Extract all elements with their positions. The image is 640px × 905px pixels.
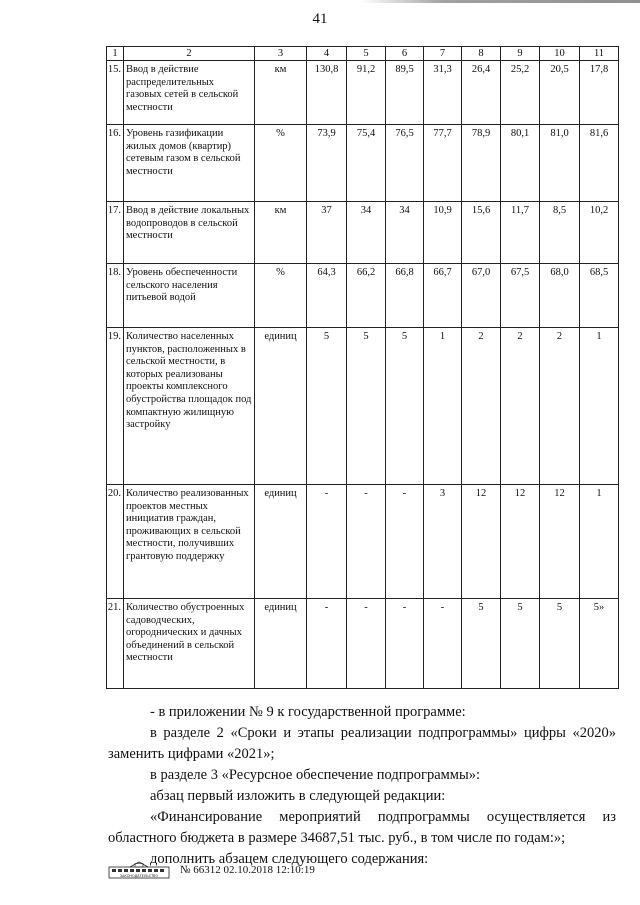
value-cell: 2 bbox=[462, 328, 501, 485]
unit-cell: км bbox=[255, 61, 307, 125]
unit-cell: % bbox=[255, 125, 307, 202]
header-cell: 6 bbox=[386, 47, 424, 61]
table-row bbox=[107, 328, 619, 485]
value-cell: 5» bbox=[580, 599, 619, 689]
header-cell: 4 bbox=[307, 47, 347, 61]
value-cell: 80,1 bbox=[501, 125, 540, 202]
value-cell: 66,8 bbox=[386, 264, 424, 328]
unit-cell: % bbox=[255, 264, 307, 328]
value-cell: 81,0 bbox=[540, 125, 580, 202]
document-footer bbox=[108, 861, 508, 881]
indicator-name: Уровень обеспеченности сельского населения питьевой водой bbox=[124, 264, 255, 328]
header-cell: 3 bbox=[255, 47, 307, 61]
value-cell: 5 bbox=[386, 328, 424, 485]
table-row bbox=[107, 599, 619, 689]
stamp-caption: ЗАКОНОДАТЕЛЬСТВО bbox=[119, 874, 159, 879]
header-cell: 10 bbox=[540, 47, 580, 61]
unit-cell: единиц bbox=[255, 328, 307, 485]
value-cell: 10,2 bbox=[580, 202, 619, 264]
indicator-name: Ввод в действие локальных водопроводов в сельской местности bbox=[124, 202, 255, 264]
value-cell: 68,0 bbox=[540, 264, 580, 328]
value-cell: - bbox=[307, 599, 347, 689]
value-cell: 20,5 bbox=[540, 61, 580, 125]
value-cell: 26,4 bbox=[462, 61, 501, 125]
row-number: 21. bbox=[107, 599, 124, 689]
value-cell: 31,3 bbox=[424, 61, 462, 125]
value-cell: 68,5 bbox=[580, 264, 619, 328]
value-cell: 75,4 bbox=[347, 125, 386, 202]
scan-edge-mark bbox=[360, 0, 640, 3]
value-cell: 64,3 bbox=[307, 264, 347, 328]
row-number: 15. bbox=[107, 61, 124, 125]
indicator-name: Уровень газификации жилых домов (квартир) сетевым газом в сельской местности bbox=[124, 125, 255, 202]
row-number: 18. bbox=[107, 264, 124, 328]
row-number: 16. bbox=[107, 125, 124, 202]
value-cell: 12 bbox=[501, 485, 540, 599]
paragraph-section2: в разделе 2 «Сроки и этапы реализации подпрограммы» цифры «2020» bbox=[150, 725, 616, 741]
value-cell: 8,5 bbox=[540, 202, 580, 264]
value-cell: - bbox=[307, 485, 347, 599]
paragraph-supplement: дополнить абзацем следующего содержания: bbox=[150, 851, 429, 867]
amendment-text bbox=[108, 702, 616, 870]
page-number: 41 bbox=[312, 11, 328, 27]
value-cell: - bbox=[386, 599, 424, 689]
header-cell: 8 bbox=[462, 47, 501, 61]
value-cell: - bbox=[424, 599, 462, 689]
value-cell: 91,2 bbox=[347, 61, 386, 125]
table-row bbox=[107, 264, 619, 328]
value-cell: 15,6 bbox=[462, 202, 501, 264]
table-row bbox=[107, 61, 619, 125]
row-number: 17. bbox=[107, 202, 124, 264]
paragraph-section3: в разделе 3 «Ресурсное обеспечение подпрограммы»: bbox=[150, 767, 481, 783]
value-cell: 34 bbox=[347, 202, 386, 264]
value-cell: 1 bbox=[580, 485, 619, 599]
indicator-name: Количество реализованных проектов местных инициатив граждан, проживающих в сельской местности, получивших грантовую поддержку bbox=[124, 485, 255, 599]
value-cell: 37 bbox=[307, 202, 347, 264]
unit-cell: единиц bbox=[255, 599, 307, 689]
value-cell: 34 bbox=[386, 202, 424, 264]
table-row bbox=[107, 485, 619, 599]
value-cell: 2 bbox=[540, 328, 580, 485]
indicator-name: Количество обустроенных садоводческих, огороднических и дачных объединений в сельской местности bbox=[124, 599, 255, 689]
value-cell: - bbox=[386, 485, 424, 599]
value-cell: 77,7 bbox=[424, 125, 462, 202]
row-number: 19. bbox=[107, 328, 124, 485]
value-cell: 130,8 bbox=[307, 61, 347, 125]
value-cell: 78,9 bbox=[462, 125, 501, 202]
value-cell: 1 bbox=[424, 328, 462, 485]
registration-number: № 66312 02.10.2018 12:10:19 bbox=[180, 864, 315, 876]
paragraph-first-abzac: абзац первый изложить в следующей редакции: bbox=[150, 788, 446, 804]
header-cell: 7 bbox=[424, 47, 462, 61]
value-cell: 66,2 bbox=[347, 264, 386, 328]
value-cell: 17,8 bbox=[580, 61, 619, 125]
unit-cell: единиц bbox=[255, 485, 307, 599]
table-row bbox=[107, 125, 619, 202]
indicator-name: Количество населенных пунктов, расположенных в сельской местности, в которых реализованы проекты комплексного обустройства площадок под компактную жилищную застройку bbox=[124, 328, 255, 485]
value-cell: 5 bbox=[540, 599, 580, 689]
value-cell: 73,9 bbox=[307, 125, 347, 202]
value-cell: 12 bbox=[462, 485, 501, 599]
value-cell: 12 bbox=[540, 485, 580, 599]
value-cell: 67,0 bbox=[462, 264, 501, 328]
value-cell: 5 bbox=[501, 599, 540, 689]
value-cell: 5 bbox=[347, 328, 386, 485]
value-cell: 3 bbox=[424, 485, 462, 599]
paragraph-financing: «Финансирование мероприятий подпрограммы осуществляется из bbox=[150, 809, 616, 825]
value-cell: 81,6 bbox=[580, 125, 619, 202]
header-cell: 11 bbox=[580, 47, 619, 61]
value-cell: 89,5 bbox=[386, 61, 424, 125]
value-cell: 10,9 bbox=[424, 202, 462, 264]
unit-cell: км bbox=[255, 202, 307, 264]
value-cell: 1 bbox=[580, 328, 619, 485]
paragraph-section2-cont: заменить цифрами «2021»; bbox=[108, 746, 275, 762]
paragraph-financing-cont: областного бюджета в размере 34687,51 тыс. руб., в том числе по годам:»; bbox=[108, 830, 566, 846]
value-cell: 25,2 bbox=[501, 61, 540, 125]
indicators-table bbox=[106, 46, 619, 689]
header-cell: 2 bbox=[124, 47, 255, 61]
value-cell: 76,5 bbox=[386, 125, 424, 202]
table-row bbox=[107, 202, 619, 264]
table-header-row bbox=[107, 47, 619, 61]
header-cell: 1 bbox=[107, 47, 124, 61]
legislation-stamp-icon bbox=[108, 861, 170, 879]
value-cell: 5 bbox=[462, 599, 501, 689]
paragraph-appendix: - в приложении № 9 к государственной программе: bbox=[150, 704, 466, 720]
value-cell: 11,7 bbox=[501, 202, 540, 264]
value-cell: 66,7 bbox=[424, 264, 462, 328]
indicator-name: Ввод в действие распределительных газовых сетей в сельской местности bbox=[124, 61, 255, 125]
header-cell: 9 bbox=[501, 47, 540, 61]
value-cell: - bbox=[347, 599, 386, 689]
value-cell: 2 bbox=[501, 328, 540, 485]
value-cell: 67,5 bbox=[501, 264, 540, 328]
row-number: 20. bbox=[107, 485, 124, 599]
value-cell: - bbox=[347, 485, 386, 599]
value-cell: 5 bbox=[307, 328, 347, 485]
header-cell: 5 bbox=[347, 47, 386, 61]
